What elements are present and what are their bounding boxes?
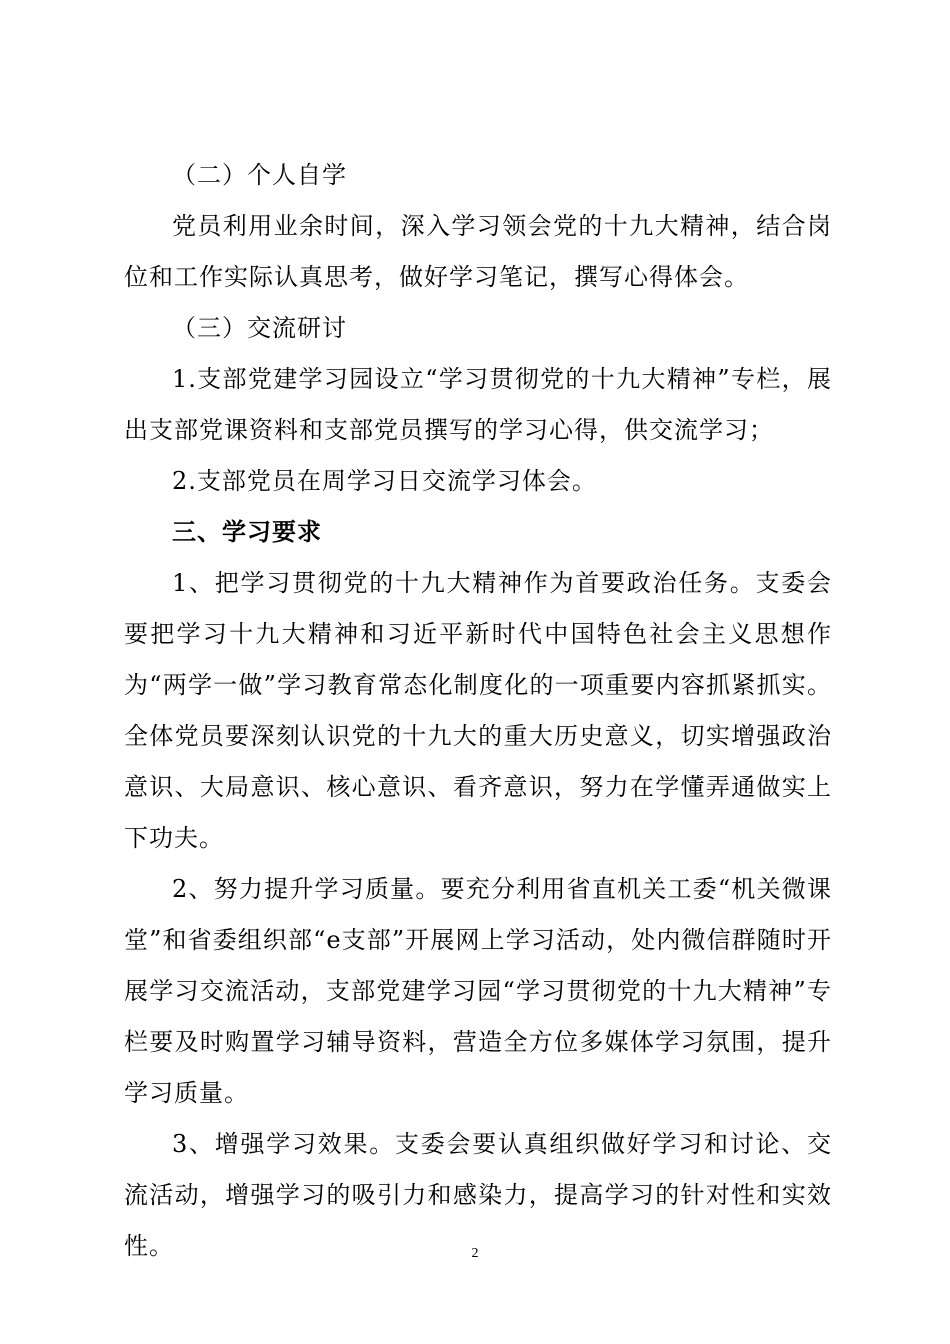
requirement-2: 2、努力提升学习质量。要充分利用省直机关工委“机关微课堂”和省委组织部“e支部”开展网上学习活动，处内微信群随时开展学习交流活动，支部党建学习园“学习贯彻党的十九大精神”专栏要及时购置学习辅导资料，营造全方位多媒体学习氛围，提升学习质量。	[124, 875, 832, 1107]
list-item-exchange-2: 2.支部党员在周学习日交流学习体会。	[172, 467, 597, 495]
section-heading-requirements: 三、学习要求	[172, 518, 322, 546]
section-heading-self-study: （二）个人自学	[172, 161, 347, 189]
requirement-3: 3、增强学习效果。支委会要认真组织做好学习和讨论、交流活动，增强学习的吸引力和感染力，提高学习的针对性和实效性。	[124, 1130, 832, 1260]
paragraph-self-study: 党员利用业余时间，深入学习领会党的十九大精神，结合岗位和工作实际认真思考，做好学习笔记，撰写心得体会。	[124, 212, 832, 291]
list-item-exchange-1: 1.支部党建学习园设立“学习贯彻党的十九大精神”专栏，展出支部党课资料和支部党员撰写的学习心得，供交流学习；	[124, 365, 832, 444]
page-number: 2	[471, 1246, 479, 1261]
requirement-1: 1、把学习贯彻党的十九大精神作为首要政治任务。支委会要把学习十九大精神和习近平新时代中国特色社会主义思想作为“两学一做”学习教育常态化制度化的一项重要内容抓紧抓实。全体党员要深刻认识党的十九大的重大历史意义，切实增强政治意识、大局意识、核心意识、看齐意识，努力在学懂弄通做实上下功夫。	[124, 569, 832, 852]
section-heading-exchange: （三）交流研讨	[172, 314, 347, 342]
document-body	[124, 150, 832, 1272]
